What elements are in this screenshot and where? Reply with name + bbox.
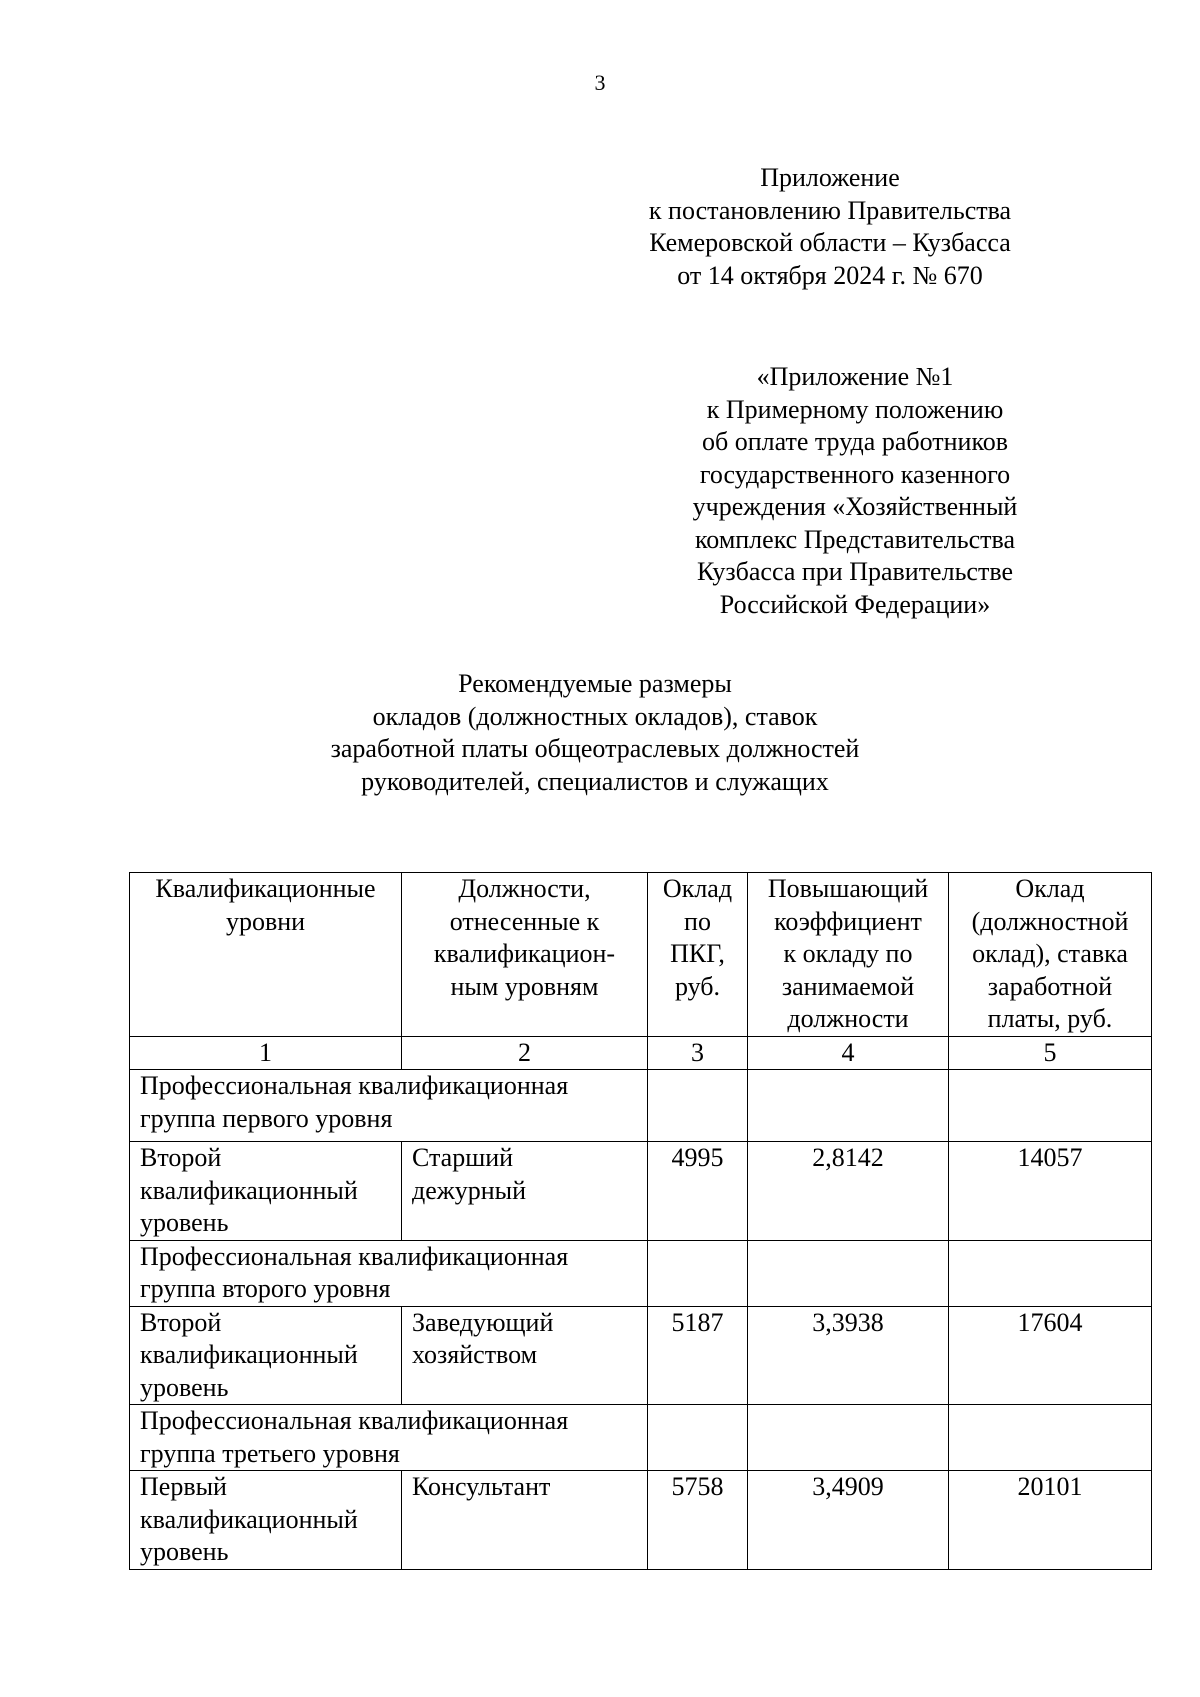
- coefficient-cell: 3,3938: [748, 1306, 949, 1405]
- group-label-text: группа третьего уровня: [140, 1438, 400, 1468]
- document-title: [250, 668, 940, 798]
- cell-text: Консультант: [412, 1472, 551, 1501]
- header-text: ПКГ,: [670, 939, 725, 968]
- position-cell: [402, 1142, 648, 1241]
- empty-cell: [748, 1240, 949, 1306]
- salary-cell: 20101: [949, 1471, 1152, 1570]
- header-text: Квалификационные: [155, 874, 376, 903]
- appendix-sub-header-line: к Примерному положению: [706, 394, 1004, 424]
- header-positions: [402, 873, 648, 1037]
- group-row: [130, 1070, 1152, 1142]
- salary-table: [129, 872, 1152, 1570]
- position-cell: [402, 1471, 648, 1570]
- appendix-sub-header-line: «Приложение №1: [756, 362, 954, 391]
- column-number: 5: [949, 1036, 1152, 1070]
- cell-text: уровень: [140, 1537, 229, 1566]
- appendix-header-line: Кемеровской области – Кузбасса: [649, 228, 1011, 257]
- qualification-level-cell: [130, 1142, 402, 1241]
- header-text: Должности,: [458, 874, 591, 903]
- header-text: (должностной: [971, 906, 1129, 936]
- page-number: 3: [594, 70, 606, 95]
- salary-cell: 14057: [949, 1142, 1152, 1241]
- table-row: [130, 1471, 1152, 1570]
- group-label-text: Профессиональная квалификационная: [140, 1071, 569, 1100]
- header-text: руб.: [674, 971, 721, 1001]
- empty-cell: [949, 1240, 1152, 1306]
- document-title-line: окладов (должностных окладов), ставок: [372, 701, 818, 731]
- group-label: [130, 1070, 648, 1142]
- empty-cell: [648, 1240, 748, 1306]
- empty-cell: [748, 1070, 949, 1142]
- group-label: [130, 1240, 648, 1306]
- salary-pkg-cell: 5758: [648, 1471, 748, 1570]
- salary-pkg-cell: 5187: [648, 1306, 748, 1405]
- column-number: 3: [648, 1036, 748, 1070]
- cell-text: хозяйством: [412, 1340, 538, 1369]
- header-salary-pkg: [648, 873, 748, 1037]
- header-text: квалификацион-: [433, 939, 616, 968]
- document-title-line: руководителей, специалистов и служащих: [361, 766, 829, 796]
- appendix-header-line: Приложение: [760, 163, 900, 192]
- column-number: 2: [402, 1036, 648, 1070]
- header-text: уровни: [225, 906, 306, 936]
- document-title-line: заработной платы общеотраслевых должностей: [330, 734, 860, 763]
- header-text: Оклад: [662, 874, 733, 903]
- group-row: [130, 1240, 1152, 1306]
- column-number: 4: [748, 1036, 949, 1070]
- appendix-header-line: от 14 октября 2024 г. № 670: [677, 260, 983, 290]
- salary-pkg-cell: 4995: [648, 1142, 748, 1241]
- header-text: оклад), ставка: [972, 939, 1128, 968]
- header-text: заработной: [987, 971, 1113, 1001]
- coefficient-cell: 3,4909: [748, 1471, 949, 1570]
- cell-text: Второй: [140, 1307, 222, 1337]
- cell-text: Первый: [140, 1472, 227, 1501]
- empty-cell: [949, 1405, 1152, 1471]
- header-coefficient: [748, 873, 949, 1037]
- empty-cell: [648, 1405, 748, 1471]
- header-text: занимаемой: [781, 971, 915, 1001]
- header-qualification-levels: [130, 873, 402, 1037]
- cell-text: дежурный: [412, 1175, 527, 1205]
- appendix-sub-header-line: об оплате труда работников: [701, 427, 1009, 456]
- table-row: [130, 1306, 1152, 1405]
- column-number-row: [130, 1036, 1152, 1070]
- group-label-text: Профессиональная квалификационная: [140, 1241, 569, 1271]
- group-row: [130, 1405, 1152, 1471]
- appendix-sub-header-line: государственного казенного: [699, 459, 1011, 489]
- empty-cell: [949, 1070, 1152, 1142]
- header-text: по: [684, 906, 711, 936]
- cell-text: квалификационный: [140, 1175, 358, 1205]
- cell-text: Старший: [412, 1143, 514, 1172]
- cell-text: уровень: [140, 1208, 229, 1237]
- appendix-sub-header-line: Российской Федерации»: [719, 589, 991, 619]
- cell-text: квалификационный: [140, 1340, 358, 1369]
- appendix-header-line: к постановлению Правительства: [648, 195, 1012, 225]
- appendix-sub-header: [690, 361, 1020, 621]
- cell-text: уровень: [140, 1372, 229, 1402]
- document-title-line: Рекомендуемые размеры: [458, 669, 732, 698]
- appendix-header: [640, 162, 1020, 292]
- cell-text: Заведующий: [412, 1307, 554, 1337]
- appendix-sub-header-line: учреждения «Хозяйственный: [692, 492, 1018, 521]
- cell-text: квалификационный: [140, 1504, 358, 1534]
- table-row: [130, 1142, 1152, 1241]
- header-text: отнесенные к: [449, 906, 600, 936]
- column-number: 1: [130, 1036, 402, 1070]
- header-text: платы, руб.: [987, 1004, 1113, 1033]
- group-label-text: Профессиональная квалификационная: [140, 1406, 569, 1435]
- appendix-sub-header-line: комплекс Представительства: [695, 524, 1015, 554]
- qualification-level-cell: [130, 1471, 402, 1570]
- group-label-text: группа первого уровня: [140, 1103, 393, 1133]
- header-text: ным уровням: [450, 971, 599, 1001]
- header-text: должности: [787, 1004, 909, 1033]
- appendix-sub-header-line: Кузбасса при Правительстве: [697, 557, 1013, 586]
- header-text: к окладу по: [783, 939, 913, 968]
- header-text: коэффициент: [774, 906, 922, 936]
- header-text: Повышающий: [767, 874, 929, 903]
- header-salary: [949, 873, 1152, 1037]
- qualification-level-cell: [130, 1306, 402, 1405]
- coefficient-cell: 2,8142: [748, 1142, 949, 1241]
- group-label-text: группа второго уровня: [140, 1274, 391, 1303]
- table-header-row: [130, 873, 1152, 1037]
- header-text: Оклад: [1015, 874, 1085, 903]
- group-label: [130, 1405, 648, 1471]
- cell-text: Второй: [140, 1143, 222, 1172]
- salary-cell: 17604: [949, 1306, 1152, 1405]
- position-cell: [402, 1306, 648, 1405]
- empty-cell: [748, 1405, 949, 1471]
- empty-cell: [648, 1070, 748, 1142]
